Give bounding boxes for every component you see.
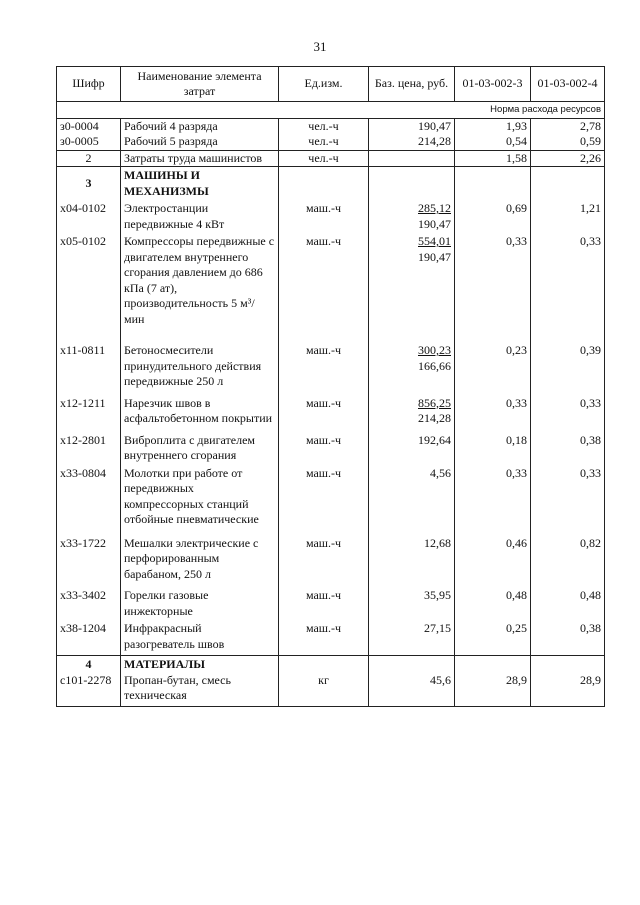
table-row <box>57 118 605 134</box>
table-header-row <box>57 67 605 102</box>
header-norm-2: 01-03-002-4 <box>531 67 605 102</box>
table-row <box>57 464 605 534</box>
row-price: 214,28 <box>369 134 455 150</box>
row-norm-1: 0,33 <box>455 464 531 534</box>
row-name: Рабочий 4 разряда <box>121 118 279 134</box>
wage-value: 166,66 <box>418 358 451 373</box>
row-price <box>369 341 455 394</box>
row-unit: маш.-ч <box>279 431 369 464</box>
row-code: х38-1204 <box>57 619 121 656</box>
row-code: с101-2278 <box>57 673 121 707</box>
row-price: 192,64 <box>369 431 455 464</box>
row-norm-1: 0,69 <box>455 199 531 232</box>
section-row-machines <box>57 167 605 200</box>
table-row <box>57 534 605 587</box>
row-norm-1: 0,25 <box>455 619 531 656</box>
subheader-row <box>57 102 605 119</box>
table-row <box>57 199 605 232</box>
row-norm-2: 0,33 <box>531 394 605 431</box>
row-unit: чел.-ч <box>279 134 369 150</box>
row-unit: маш.-ч <box>279 619 369 656</box>
row-name: Затраты труда машинистов <box>121 150 279 167</box>
wage-value: 214,28 <box>418 411 451 425</box>
table-row <box>57 586 605 619</box>
row-unit: маш.-ч <box>279 199 369 232</box>
header-price: Баз. цена, руб. <box>369 67 455 102</box>
row-price <box>369 199 455 232</box>
section-code: 4 <box>57 656 121 673</box>
row-code: х05-0102 <box>57 232 121 341</box>
row-name: Горелки газовые инжекторные <box>121 586 279 619</box>
row-code: х33-3402 <box>57 586 121 619</box>
row-norm-2: 2,26 <box>531 150 605 167</box>
subheader-norms: Норма расхода ресурсов <box>57 102 605 119</box>
row-unit: маш.-ч <box>279 534 369 587</box>
row-name: Рабочий 5 разряда <box>121 134 279 150</box>
page-number: 31 <box>313 39 327 54</box>
row-norm-1: 0,46 <box>455 534 531 587</box>
row-norm-2: 0,48 <box>531 586 605 619</box>
header-norm-1: 01-03-002-3 <box>455 67 531 102</box>
section-code: 3 <box>57 167 121 200</box>
header-unit: Ед.изм. <box>279 67 369 102</box>
header-name: Наименование элемента затрат <box>121 67 279 102</box>
row-price <box>369 394 455 431</box>
row-code: х04-0102 <box>57 199 121 232</box>
row-price: 35,95 <box>369 586 455 619</box>
row-name: Бетоносмесители принудительного действия передвижные 250 л <box>121 341 279 394</box>
section-title: МАТЕРИАЛЫ <box>121 656 279 673</box>
row-norm-1: 0,48 <box>455 586 531 619</box>
row-name: Мешалки электрические с перфорированным барабаном, 250 л <box>121 534 279 587</box>
row-code: х12-1211 <box>57 394 121 431</box>
table-row <box>57 341 605 394</box>
row-norm-1: 0,33 <box>455 232 531 341</box>
row-unit: кг <box>279 673 369 707</box>
row-norm-1: 1,93 <box>455 118 531 134</box>
row-norm-2: 0,59 <box>531 134 605 150</box>
row-price: 12,68 <box>369 534 455 587</box>
row-price: 27,15 <box>369 619 455 656</box>
row-unit: маш.-ч <box>279 394 369 431</box>
row-unit: чел.-ч <box>279 118 369 134</box>
section-row-materials <box>57 656 605 673</box>
price-value: 285,12 <box>418 201 451 215</box>
row-norm-2: 2,78 <box>531 118 605 134</box>
resource-norms-table <box>56 66 605 707</box>
row-name: Инфракрасный разогреватель швов <box>121 619 279 656</box>
row-code: х33-0804 <box>57 464 121 534</box>
table-row <box>57 150 605 167</box>
row-norm-1: 0,18 <box>455 431 531 464</box>
row-norm-2: 0,39 <box>531 341 605 394</box>
row-code: х33-1722 <box>57 534 121 587</box>
row-name: Нарезчик швов в асфальтобетонном покрытии <box>121 394 279 431</box>
price-value: 856,25 <box>418 395 451 410</box>
row-code: х11-0811 <box>57 341 121 394</box>
price-value: 300,23 <box>418 343 451 357</box>
row-code: з0-0005 <box>57 134 121 150</box>
wage-value: 190,47 <box>418 249 451 264</box>
row-norm-1: 28,9 <box>455 673 531 707</box>
row-unit: маш.-ч <box>279 586 369 619</box>
row-unit: маш.-ч <box>279 464 369 534</box>
row-unit: чел.-ч <box>279 150 369 167</box>
row-unit: маш.-ч <box>279 341 369 394</box>
row-norm-2: 0,82 <box>531 534 605 587</box>
wage-value: 190,47 <box>418 216 451 231</box>
row-name: Электростанции передвижные 4 кВт <box>121 199 279 232</box>
row-norm-1: 0,23 <box>455 341 531 394</box>
row-price: 4,56 <box>369 464 455 534</box>
row-code: х12-2801 <box>57 431 121 464</box>
row-price <box>369 232 455 341</box>
row-name: Виброплита с двигателем внутреннего сгорания <box>121 431 279 464</box>
table-row <box>57 673 605 707</box>
row-norm-1: 0,33 <box>455 394 531 431</box>
price-value: 554,01 <box>418 234 451 248</box>
table-row <box>57 134 605 150</box>
header-code: Шифр <box>57 67 121 102</box>
table-row <box>57 394 605 431</box>
row-price: 45,6 <box>369 673 455 707</box>
row-norm-1: 0,54 <box>455 134 531 150</box>
table-row <box>57 619 605 656</box>
row-code: 2 <box>57 150 121 167</box>
row-norm-2: 28,9 <box>531 673 605 707</box>
row-code: з0-0004 <box>57 118 121 134</box>
row-norm-2: 1,21 <box>531 199 605 232</box>
row-norm-2: 0,33 <box>531 232 605 341</box>
table-row <box>57 431 605 464</box>
row-price <box>369 150 455 167</box>
row-norm-2: 0,38 <box>531 619 605 656</box>
section-title: МАШИНЫ И МЕХАНИЗМЫ <box>121 167 279 200</box>
row-norm-2: 0,33 <box>531 464 605 534</box>
row-unit: маш.-ч <box>279 232 369 341</box>
row-norm-2: 0,38 <box>531 431 605 464</box>
row-name: Молотки при работе от передвижных компрессорных станций отбойные пневматические <box>121 464 279 534</box>
row-price: 190,47 <box>369 118 455 134</box>
table-row <box>57 232 605 341</box>
row-norm-1: 1,58 <box>455 150 531 167</box>
row-name: Пропан-бутан, смесь техническая <box>121 673 279 707</box>
row-name: Компрессоры передвижные с двигателем внутреннего сгорания давлением до 686 кПа (7 ат), производительность 5 м³/мин <box>121 232 279 341</box>
